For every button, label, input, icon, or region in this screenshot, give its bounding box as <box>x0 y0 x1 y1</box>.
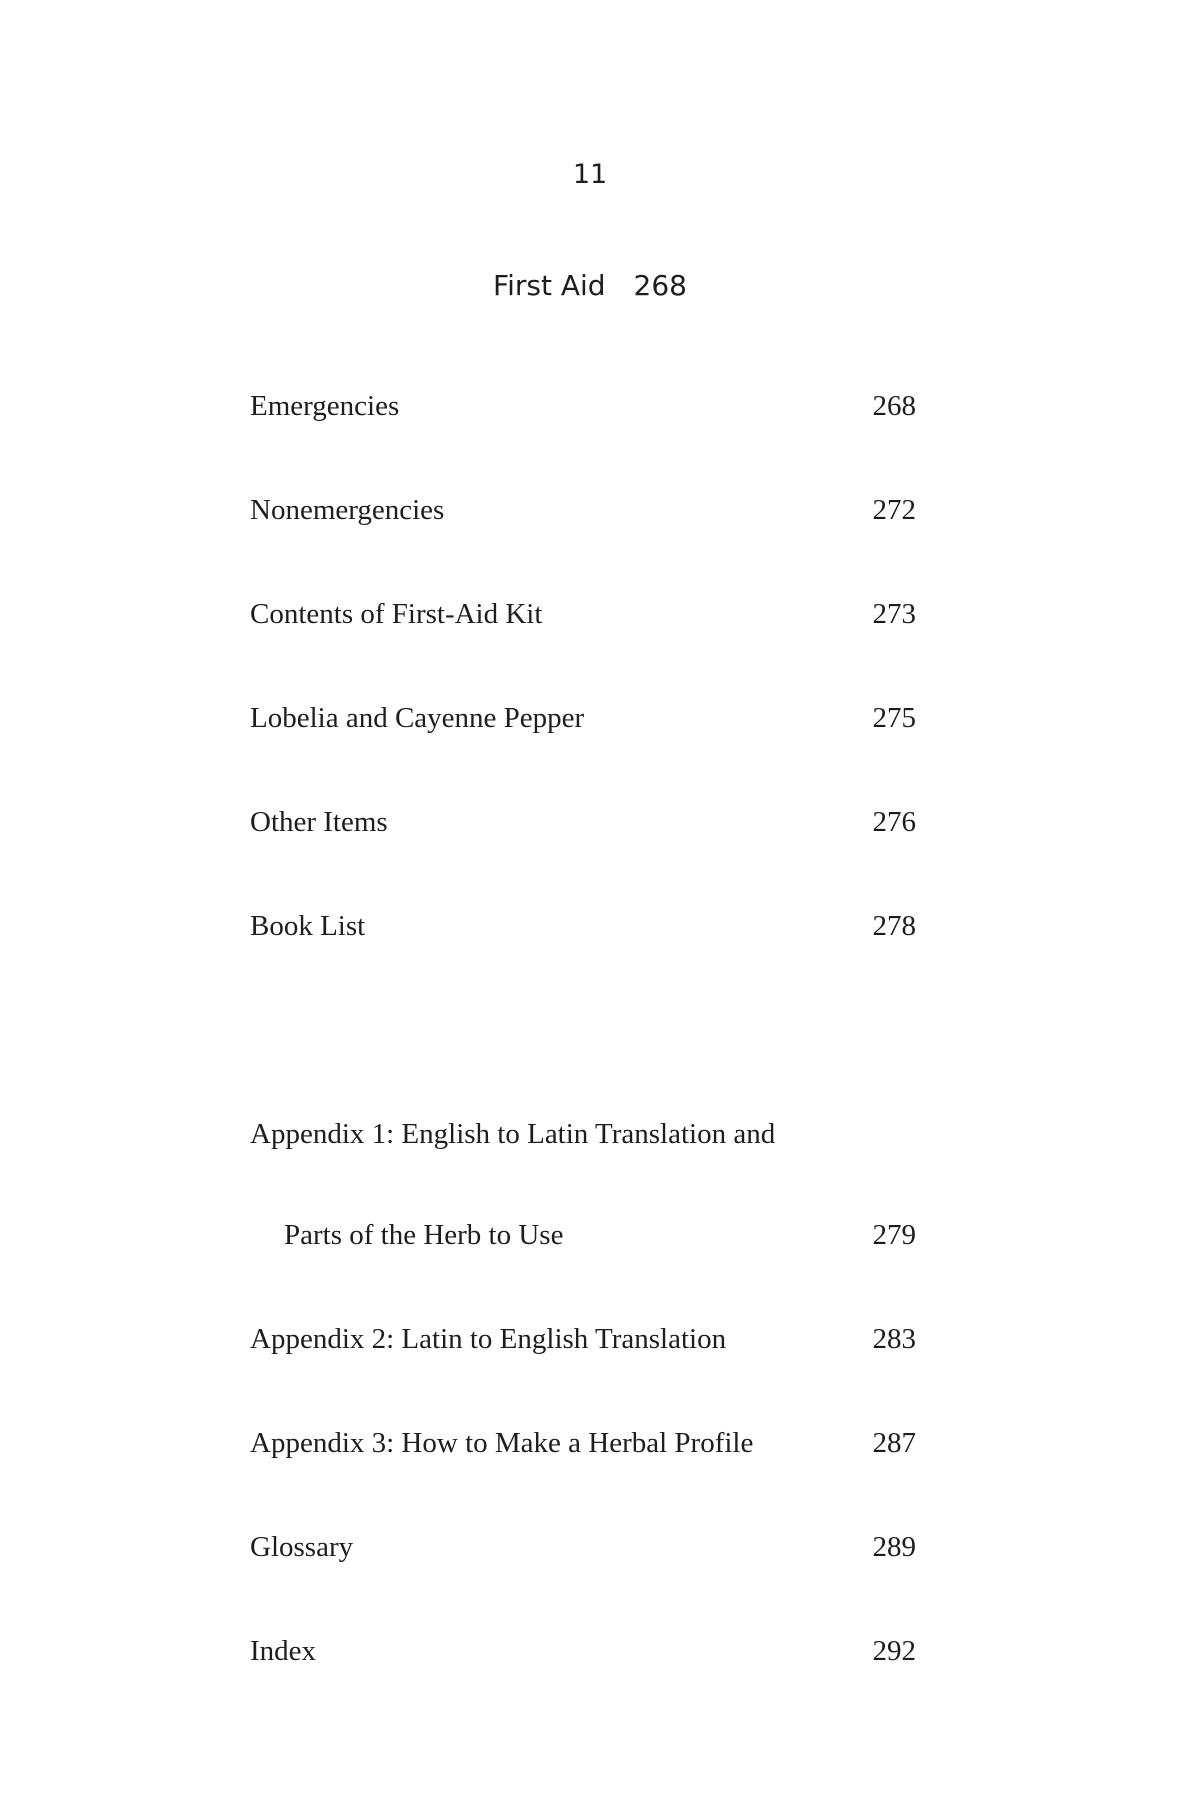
toc-entry-title: Book List <box>250 910 366 942</box>
toc-entry-page: 292 <box>872 1635 916 1667</box>
toc-entry-lobelia-cayenne <box>250 698 916 738</box>
toc-entry-index <box>250 1631 916 1671</box>
toc-entry-title: Other Items <box>250 806 388 838</box>
toc-entry-appendix-2 <box>250 1319 916 1359</box>
toc-entry-title: Emergencies <box>250 390 400 422</box>
toc-entry-title: Lobelia and Cayenne Pepper <box>250 702 585 734</box>
toc-entry-glossary <box>250 1527 916 1567</box>
chapter-title: First Aid <box>493 269 606 302</box>
chapter-heading <box>0 268 1180 304</box>
toc-entry-title: Nonemergencies <box>250 494 445 526</box>
toc-entry-title: Glossary <box>250 1531 354 1563</box>
toc-entry-appendix-1-continued <box>250 1215 916 1255</box>
toc-entry-page: 268 <box>872 390 916 422</box>
toc-entry-first-aid-kit <box>250 594 916 634</box>
toc-entry-page: 276 <box>872 806 916 838</box>
toc-entry-appendix-1 <box>250 1114 916 1154</box>
toc-entry-page: 283 <box>872 1323 916 1355</box>
toc-entry-emergencies <box>250 386 916 426</box>
toc-entry-page: 279 <box>872 1219 916 1251</box>
toc-entry-page: 273 <box>872 598 916 630</box>
toc-entry-page: 287 <box>872 1427 916 1459</box>
toc-entry-page: 289 <box>872 1531 916 1563</box>
toc-entry-title: Index <box>250 1635 317 1667</box>
toc-entry-book-list <box>250 906 916 946</box>
toc-entry-title: Appendix 3: How to Make a Herbal Profile <box>250 1427 754 1459</box>
toc-entry-title: Appendix 2: Latin to English Translation <box>250 1323 727 1355</box>
chapter-page-number: 268 <box>633 269 687 302</box>
toc-entry-page: 272 <box>872 494 916 526</box>
toc-entry-appendix-3 <box>250 1423 916 1463</box>
toc-entry-other-items <box>250 802 916 842</box>
toc-entry-page: 278 <box>872 910 916 942</box>
toc-entry-title: Parts of the Herb to Use <box>284 1219 564 1251</box>
toc-entry-page: 275 <box>872 702 916 734</box>
toc-entry-title: Contents of First-Aid Kit <box>250 598 543 630</box>
toc-entry-nonemergencies <box>250 490 916 530</box>
chapter-number: 11 <box>572 159 608 190</box>
toc-entry-title: Appendix 1: English to Latin Translation and <box>250 1118 776 1150</box>
